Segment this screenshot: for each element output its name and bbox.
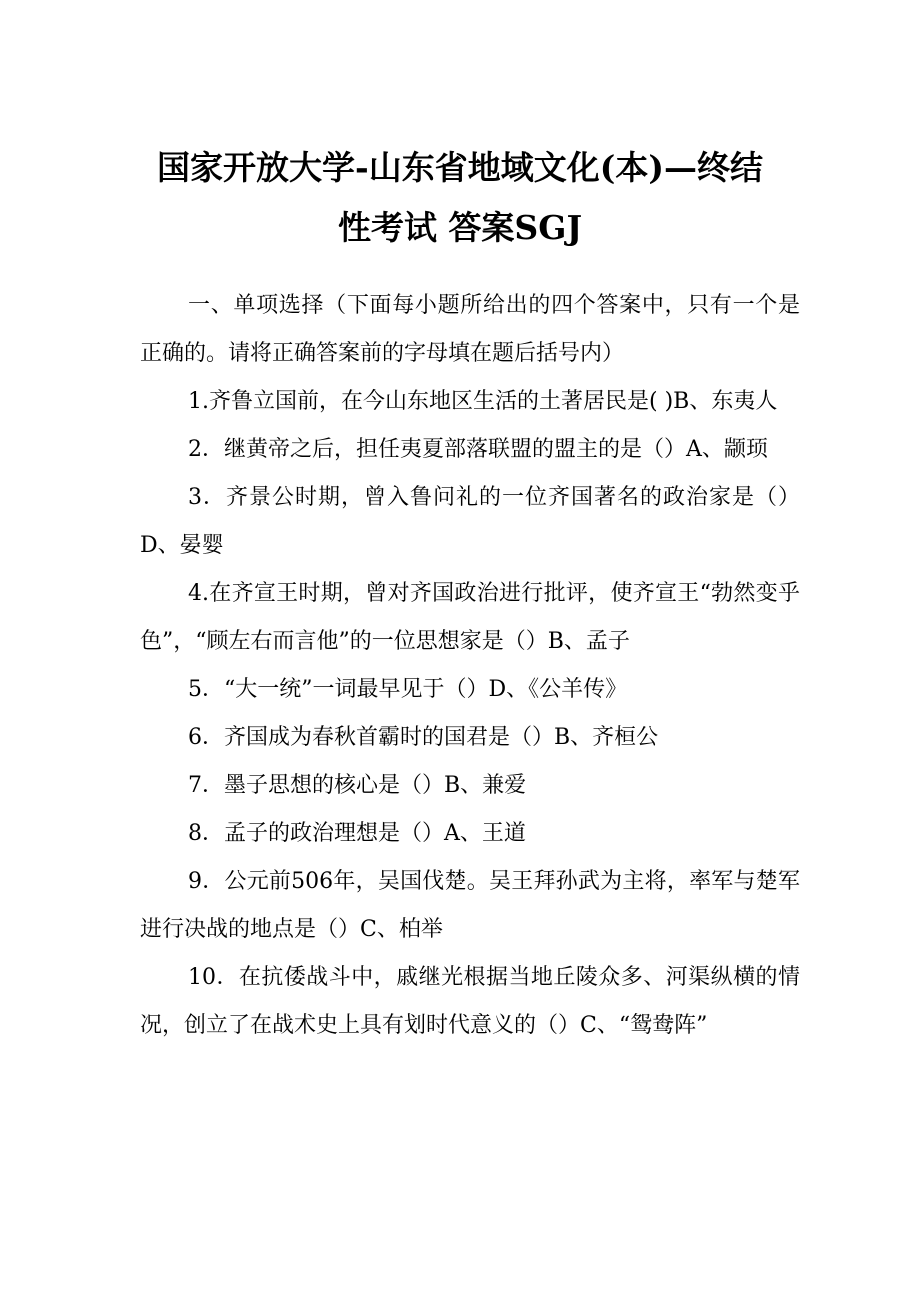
question-8: 8．孟子的政治理想是（）A、王道 — [188, 821, 526, 846]
section-heading: 一、单项选择（下面每小题所给出的四个答案中，只有一个是正确的。请将正确答案前的字母填在题后括号内） — [140, 293, 800, 366]
document-body — [140, 282, 800, 1050]
document-title-line-1: 国家开放大学-山东省地域文化(本)—终结 — [157, 148, 763, 187]
question-7: 7．墨子思想的核心是（）B、兼爱 — [188, 773, 527, 798]
document-title-line-2: 性考试 答案SGJ — [337, 208, 583, 247]
question-10: 10．在抗倭战斗中，戚继光根据当地丘陵众多、河渠纵横的情况，创立了在战术史上具有划时代意义的（）C、“鸳鸯阵” — [140, 965, 800, 1038]
question-2: 2．继黄帝之后，担任夷夏部落联盟的盟主的是（）A、颛顼 — [188, 437, 768, 462]
question-6: 6．齐国成为春秋首霸时的国君是（）B、齐桓公 — [188, 725, 659, 750]
question-1: 1.齐鲁立国前，在今山东地区生活的土著居民是( )B、东夷人 — [188, 389, 778, 414]
question-3: 3．齐景公时期，曾入鲁问礼的一位齐国著名的政治家是（）D、晏婴 — [140, 485, 800, 558]
question-9: 9．公元前506年，吴国伐楚。吴王拜孙武为主将，率军与楚军进行决战的地点是（）C、柏举 — [140, 869, 800, 942]
question-4: 4.在齐宣王时期，曾对齐国政治进行批评，使齐宣王“勃然变乎色”，“顾左右而言他”的一位思想家是（）B、孟子 — [140, 581, 800, 654]
question-5: 5．“大一统”一词最早见于（）D、《公羊传》 — [188, 677, 628, 702]
